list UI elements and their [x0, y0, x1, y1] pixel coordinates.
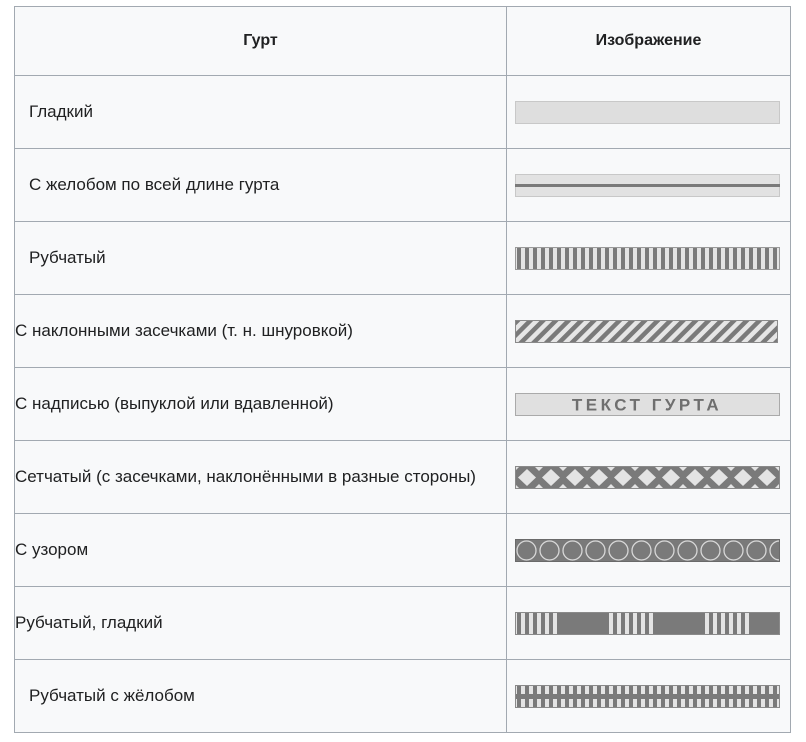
edge-name-lettered: С надписью (выпуклой или вдавленной) [15, 368, 507, 441]
grooved-rim-icon [515, 174, 780, 197]
table-row [15, 222, 791, 295]
header-row [15, 7, 791, 76]
table-row [15, 368, 791, 441]
reeded-rim-icon [515, 247, 780, 270]
lettered-rim-icon [515, 393, 780, 416]
table-row [15, 441, 791, 514]
diagonal-reeded-rim-icon [515, 320, 780, 343]
edge-name-grooved: С желобом по всей длине гурта [15, 149, 507, 222]
rim-inscription: ТЕКСТ ГУРТА [571, 395, 723, 414]
edge-name-crosshatch: Сетчатый (с засечками, наклонёнными в разные стороны) [15, 441, 507, 514]
crosshatch-rim-icon [515, 466, 780, 489]
edge-types-table [14, 6, 791, 733]
interrupted-reeded-rim-icon [515, 612, 780, 635]
table-row [15, 76, 791, 149]
edge-name-diagonal: С наклонными засечками (т. н. шнуровкой) [15, 295, 507, 368]
table-row [15, 660, 791, 733]
table-row [15, 149, 791, 222]
table-row [15, 514, 791, 587]
header-edge: Гурт [15, 7, 507, 76]
ornamented-rim-icon [515, 539, 780, 562]
table-row [15, 587, 791, 660]
reeded-grooved-rim-icon [515, 685, 780, 708]
edge-name-ornamented: С узором [15, 514, 507, 587]
edge-name-interrupted: Рубчатый, гладкий [15, 587, 507, 660]
edge-name-reeded-grooved: Рубчатый с жёлобом [15, 660, 507, 733]
header-image: Изображение [507, 7, 791, 76]
smooth-rim-icon [515, 101, 780, 124]
edge-name-reeded: Рубчатый [15, 222, 507, 295]
table-row [15, 295, 791, 368]
edge-name-smooth: Гладкий [15, 76, 507, 149]
